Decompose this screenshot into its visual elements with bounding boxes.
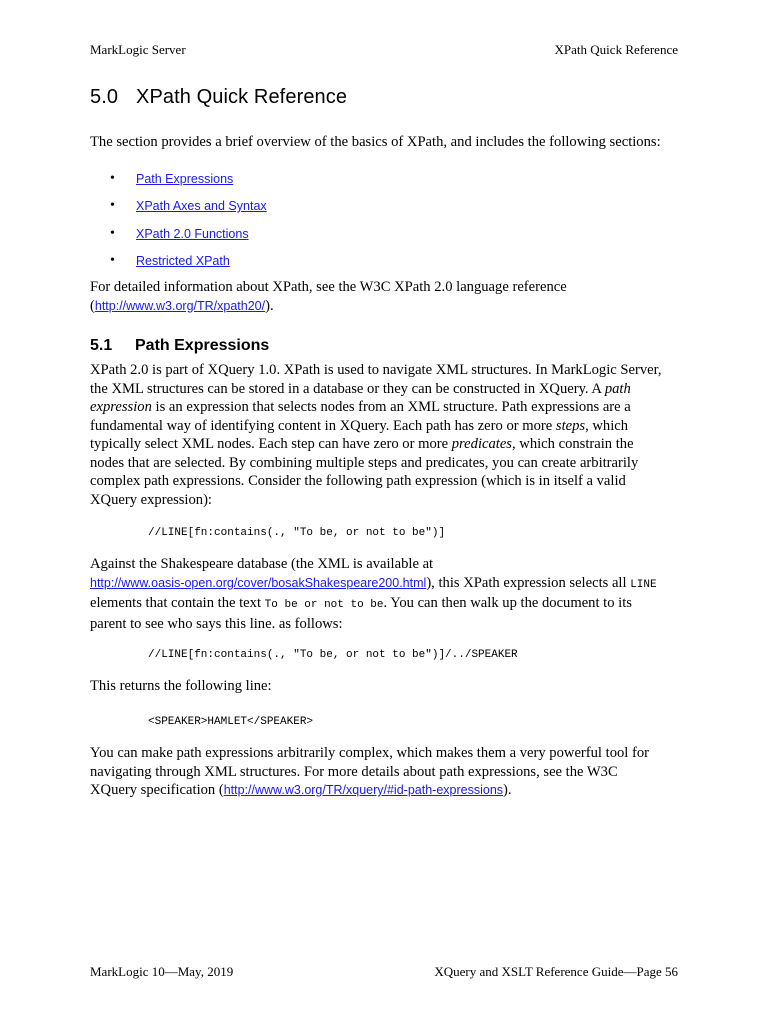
section-title: XPath Quick Reference	[136, 86, 348, 108]
section-heading	[90, 86, 347, 109]
shakespeare-paragraph: Against the Shakespeare database (the XML is available at http://www.oasis-open.org/cover/bosakShakespeare200.html), this XPath expression selects all LINE elements that contain the text To be or not to be. You can then walk up the document to its parent to see who says this line. as follows:	[90, 556, 657, 632]
xpath20-link[interactable]: http://www.w3.org/TR/xpath20/	[94, 298, 266, 313]
subsection-heading	[90, 337, 269, 355]
list-item	[110, 225, 267, 252]
list-item	[110, 252, 267, 279]
running-footer-right: XQuery and XSLT Reference Guide—Page 56	[434, 964, 678, 979]
code-example-3: <SPEAKER>HAMLET</SPEAKER>	[148, 716, 314, 728]
bullet-icon: •	[110, 198, 115, 214]
intro-paragraph: The section provides a brief overview of the basics of XPath, and includes the following sections:	[90, 134, 661, 150]
bullet-icon: •	[110, 225, 115, 241]
subsection-title: Path Expressions	[135, 337, 270, 354]
section-number: 5.0	[90, 86, 119, 108]
code-example-2: //LINE[fn:contains(., "To be, or not to be")]/../SPEAKER	[148, 649, 518, 661]
running-header-left: MarkLogic Server	[90, 42, 186, 57]
more-info-paragraph: For detailed information about XPath, see the W3C XPath 2.0 language reference (http://www.w3.org/TR/xpath20/).	[90, 279, 567, 314]
closing-paragraph: You can make path expressions arbitrarily complex, which makes them a very powerful tool for navigating through XML structures. For more details about path expressions, see the W3C XQuery specification (http://www.w3.org/TR/xquery/#id-path-expressions).	[90, 745, 650, 798]
path-expressions-paragraph: XPath 2.0 is part of XQuery 1.0. XPath is used to navigate XML structures. In MarkLogic Server, the XML structures can be stored in a database or they can be constructed in XQuery. A path expression is an expression that selects nodes from an XML structure. Path expressions are a fundamental way of identifying content in XQuery. Each path has zero or more steps, which typically select XML nodes. Each step can have zero or more predicates, which constrain the nodes that are selected. By combining multiple steps and predicates, you can create arbitrarily complex path expressions. Consider the following path expression (which is in itself a valid XQuery expression):	[90, 362, 662, 508]
link-restricted-xpath[interactable]: Restricted XPath	[136, 253, 230, 268]
bullet-icon: •	[110, 171, 115, 186]
returns-paragraph: This returns the following line:	[90, 678, 272, 694]
running-footer-left: MarkLogic 10—May, 2019	[90, 964, 234, 979]
running-header-right: XPath Quick Reference	[554, 42, 678, 57]
subsection-number: 5.1	[90, 337, 113, 354]
link-path-expressions[interactable]: Path Expressions	[136, 172, 234, 186]
link-xpath-functions[interactable]: XPath 2.0 Functions	[136, 226, 249, 241]
xquery-spec-link[interactable]: http://www.w3.org/TR/xquery/#id-path-expressions	[223, 783, 504, 797]
link-xpath-axes[interactable]: XPath Axes and Syntax	[136, 199, 267, 214]
code-example-1: //LINE[fn:contains(., "To be, or not to be")]	[148, 527, 446, 539]
list-item	[110, 197, 267, 224]
bullet-icon: •	[110, 252, 115, 268]
shakespeare-link[interactable]: http://www.oasis-open.org/cover/bosakShakespeare200.html	[90, 575, 427, 590]
more-info-text: For detailed information about XPath, see the W3C XPath 2.0 language reference	[90, 279, 567, 295]
section-list	[110, 170, 267, 279]
list-item	[110, 170, 267, 197]
